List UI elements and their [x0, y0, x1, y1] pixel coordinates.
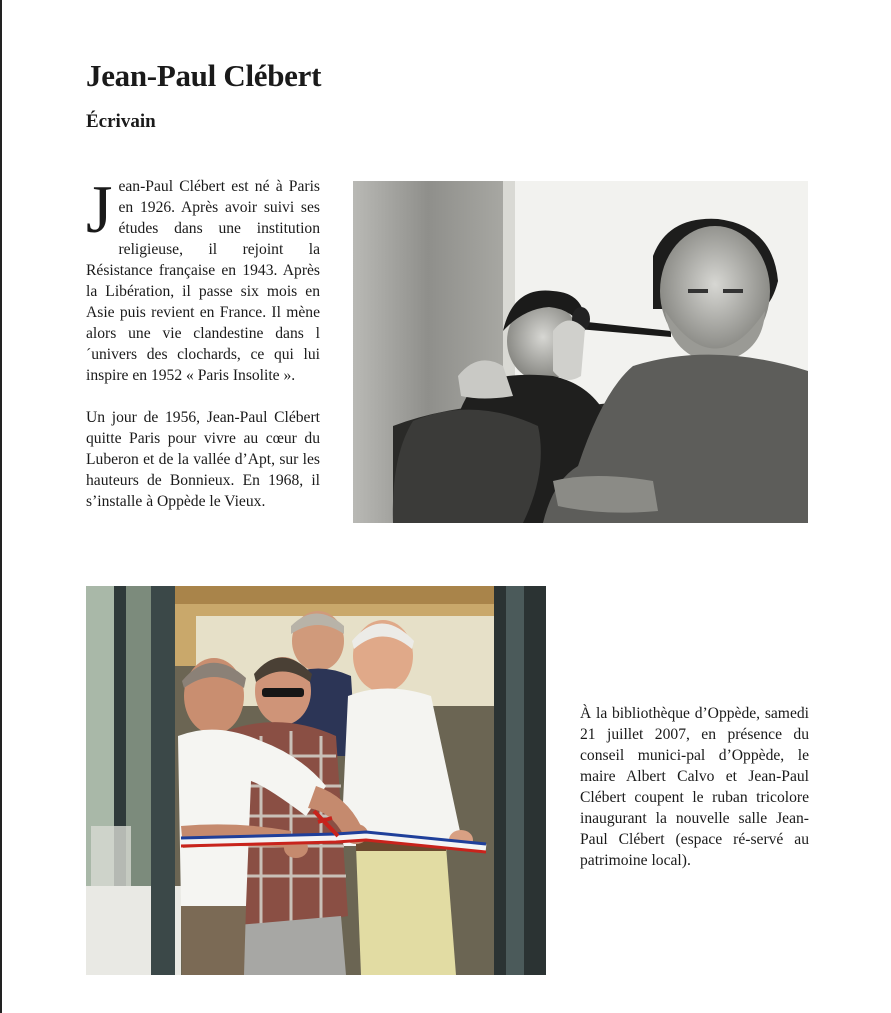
- biography-paragraph-2: Un jour de 1956, Jean-Paul Clébert quitte Paris pour vivre au cœur du Luberon et de la vallée d’Apt, sur les hauteurs de Bonnieux. En 1968, il s’installe à Oppède le Vieux.: [86, 409, 320, 510]
- page-title: Jean-Paul Clébert: [86, 58, 322, 93]
- drop-cap: J: [86, 171, 113, 247]
- biography-text: [86, 171, 320, 533]
- page-subtitle: Écrivain: [86, 111, 156, 132]
- page-left-border: [0, 0, 2, 1013]
- portrait-photo: [353, 181, 808, 523]
- photo-caption: À la bibliothèque d’Oppède, samedi 21 juillet 2007, en présence du conseil munici-pal d’Oppède, le maire Albert Calvo et Jean-Paul Clébert coupent le ruban tricolore inaugurant la nouvelle salle Jean-Paul Clébert (espace ré-servé au patrimoine local).: [580, 705, 809, 869]
- ribbon-cutting-photo: [86, 586, 546, 975]
- biography-paragraph-1: [86, 171, 320, 386]
- paragraph-1-body: ean-Paul Clébert est né à Paris en 1926. Après avoir suivi ses études dans une institution religieuse, il rejoint la Résistance française en 1943. Après la Libération, il passe six mois en Asie puis revient en France. Il mène alors une vie clandestine dans l´univers des clochards, ce qui lui inspire en 1952 « Paris Insolite ».: [86, 178, 320, 384]
